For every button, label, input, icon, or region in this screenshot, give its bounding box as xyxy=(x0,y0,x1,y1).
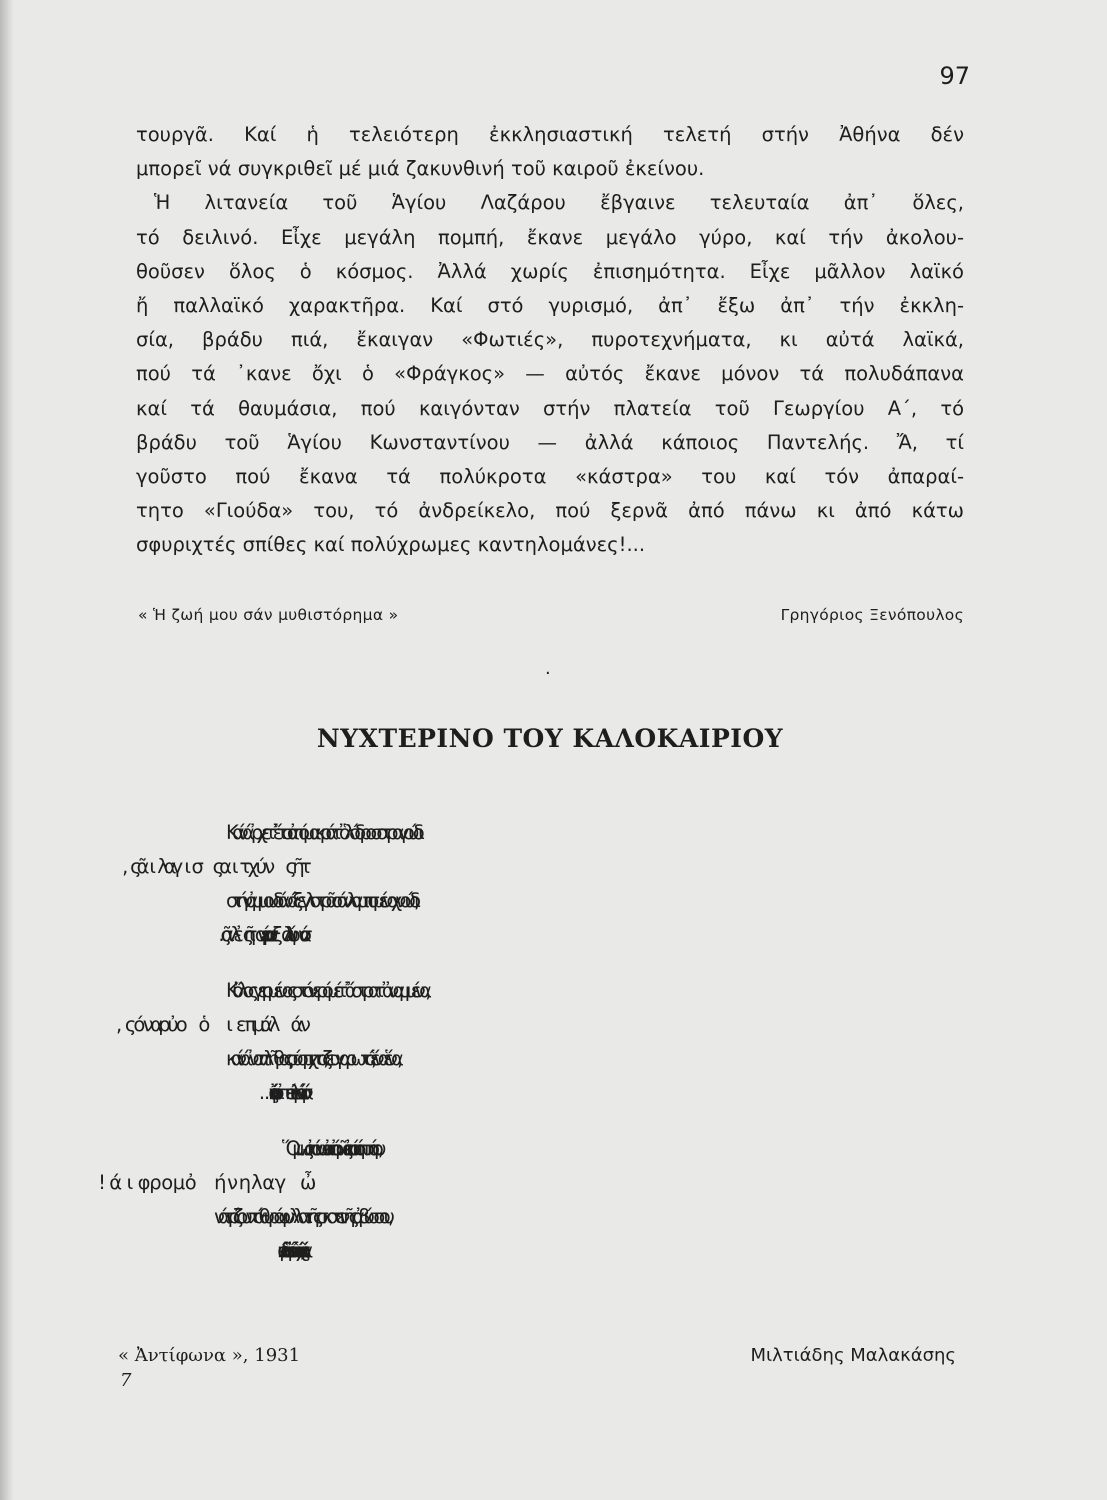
poem-stanza xyxy=(0,1132,1107,1268)
poem-verse xyxy=(300,1008,1107,1042)
prose-line: τουργᾶ. Καί ἡ τελειότερη ἐκκλησιαστική τελετή στήν Ἀθήνα δέν xyxy=(136,123,964,146)
prose-line: σία, βράδυ πιά, ἔκαιγαν «Φωτιές», πυροτεχνήματα, κι αὐτά λαϊκά, xyxy=(136,328,964,352)
poem-verse: καί νά ᾿ναι πλῆθος, σύσμιχτα, ζευγαρωτά, ἕνα ἕνα, xyxy=(226,1047,397,1070)
page-number: 97 xyxy=(939,62,970,90)
prose-author: Γρηγόριος Ξενόπουλος xyxy=(780,606,964,624)
poem-body xyxy=(0,816,1107,1290)
section-separator: . xyxy=(545,658,551,679)
poem-attribution xyxy=(118,1345,956,1366)
poem-verse xyxy=(300,1076,1107,1110)
poem-verse xyxy=(300,850,1107,884)
prose-line: καί τά θαυμάσια, πού καιγόνταν στήν πλατεία τοῦ Γεωργίου Α΄, τό xyxy=(136,396,964,420)
prose-line: μπορεῖ νά συγκριθεῖ μέ μιά ζακυνθινή τοῦ καιροῦ ἐκείνου. xyxy=(136,157,705,181)
prose-line: τό δειλινό. Εἶχε μεγάλη πομπή, ἔκανε μεγάλο γύρο, καί τήν ἀκολου- xyxy=(136,225,964,249)
poem-verse: νά τρίζουν τά θυρόφυλλα τῆς σκοτεινῆς ἀβύσσου, xyxy=(214,1205,388,1228)
prose-line: τητο «Γιούδα» του, τό ἀνδρείκελο, πού ξερνᾶ ἀπό πάνω κι ἀπό κάτω xyxy=(136,499,964,523)
prose-line: πού τά ᾿κανε ὄχι ὁ «Φράγκος» — αὐτός ἔκανε μόνον τά πολυδάπανα xyxy=(136,362,964,386)
prose-line: ἤ παλλαϊκό χαρακτῆρα. Καί στό γυρισμό, ἀπ᾿ ἔξω ἀπ᾿ τήν ἐκκλη- xyxy=(136,294,964,318)
prose-line: θοῦσεν ὅλος ὁ κόσμος. Ἀλλά χωρίς ἐπισημότητα. Εἶχε μᾶλλον λαϊκό xyxy=(136,259,964,283)
poem-verse xyxy=(300,1166,1107,1200)
signature-mark: 7 xyxy=(120,1370,132,1391)
poem-source: « Ἀντίφωνα », 1931 xyxy=(118,1345,301,1366)
poem-verse: Καί νά ᾿ρχετ᾿ ἔτσι ἀπό μακριά τ᾿ ὁλόδροσο τραγούδι xyxy=(226,821,419,844)
poem-verse: Κι ὅλος γειρμένος στό νερό μέ τ᾿ ἄστρα τ᾿ ἀναμμένα, xyxy=(226,979,426,1002)
prose-line: Ἡ λιτανεία τοῦ Ἁγίου Λαζάρου ἔβγαινε τελευταία ἀπ᾿ ὅλες, xyxy=(154,191,964,215)
prose-line: βράδυ τοῦ Ἁγίου Κωνσταντίνου — ἀλλά κάποιος Παντελής. Ἄ, τί xyxy=(136,430,964,454)
prose-attribution xyxy=(138,606,964,624)
poem-verse: Ὅμως ἀπάνω κι ἀπ᾿ τό φῶς κι ἀπό τή σιωπή σου, xyxy=(282,1137,376,1160)
poem-stanza xyxy=(0,974,1107,1110)
poem-title: ΝΥΧΤΕΡΙΝΟ ΤΟΥ ΚΑΛΟΚΑΙΡΙΟΥ xyxy=(316,724,784,753)
prose-source-title: « Ἡ ζωή μου σάν μυθιστόρημα » xyxy=(138,606,399,624)
prose-line: σφυριχτές σπίθες καί πολύχρωμες καντηλομάνες!... xyxy=(136,533,646,557)
poem-author: Μιλτιάδης Μαλακάσης xyxy=(750,1345,956,1366)
prose-line: γοῦστο πού ἔκανα τά πολύκροτα «κάστρα» του καί τόν ἀπαραί- xyxy=(136,465,964,489)
prose-excerpt xyxy=(136,118,964,563)
poem-stanza xyxy=(0,816,1107,952)
poem-verse xyxy=(300,1234,1107,1268)
poem-verse xyxy=(300,918,1107,952)
poem-verse: στήν ἀμμουδιά νά ξεγλιστρᾶ σάν λαμπισμένο χνούδι, xyxy=(226,889,414,912)
